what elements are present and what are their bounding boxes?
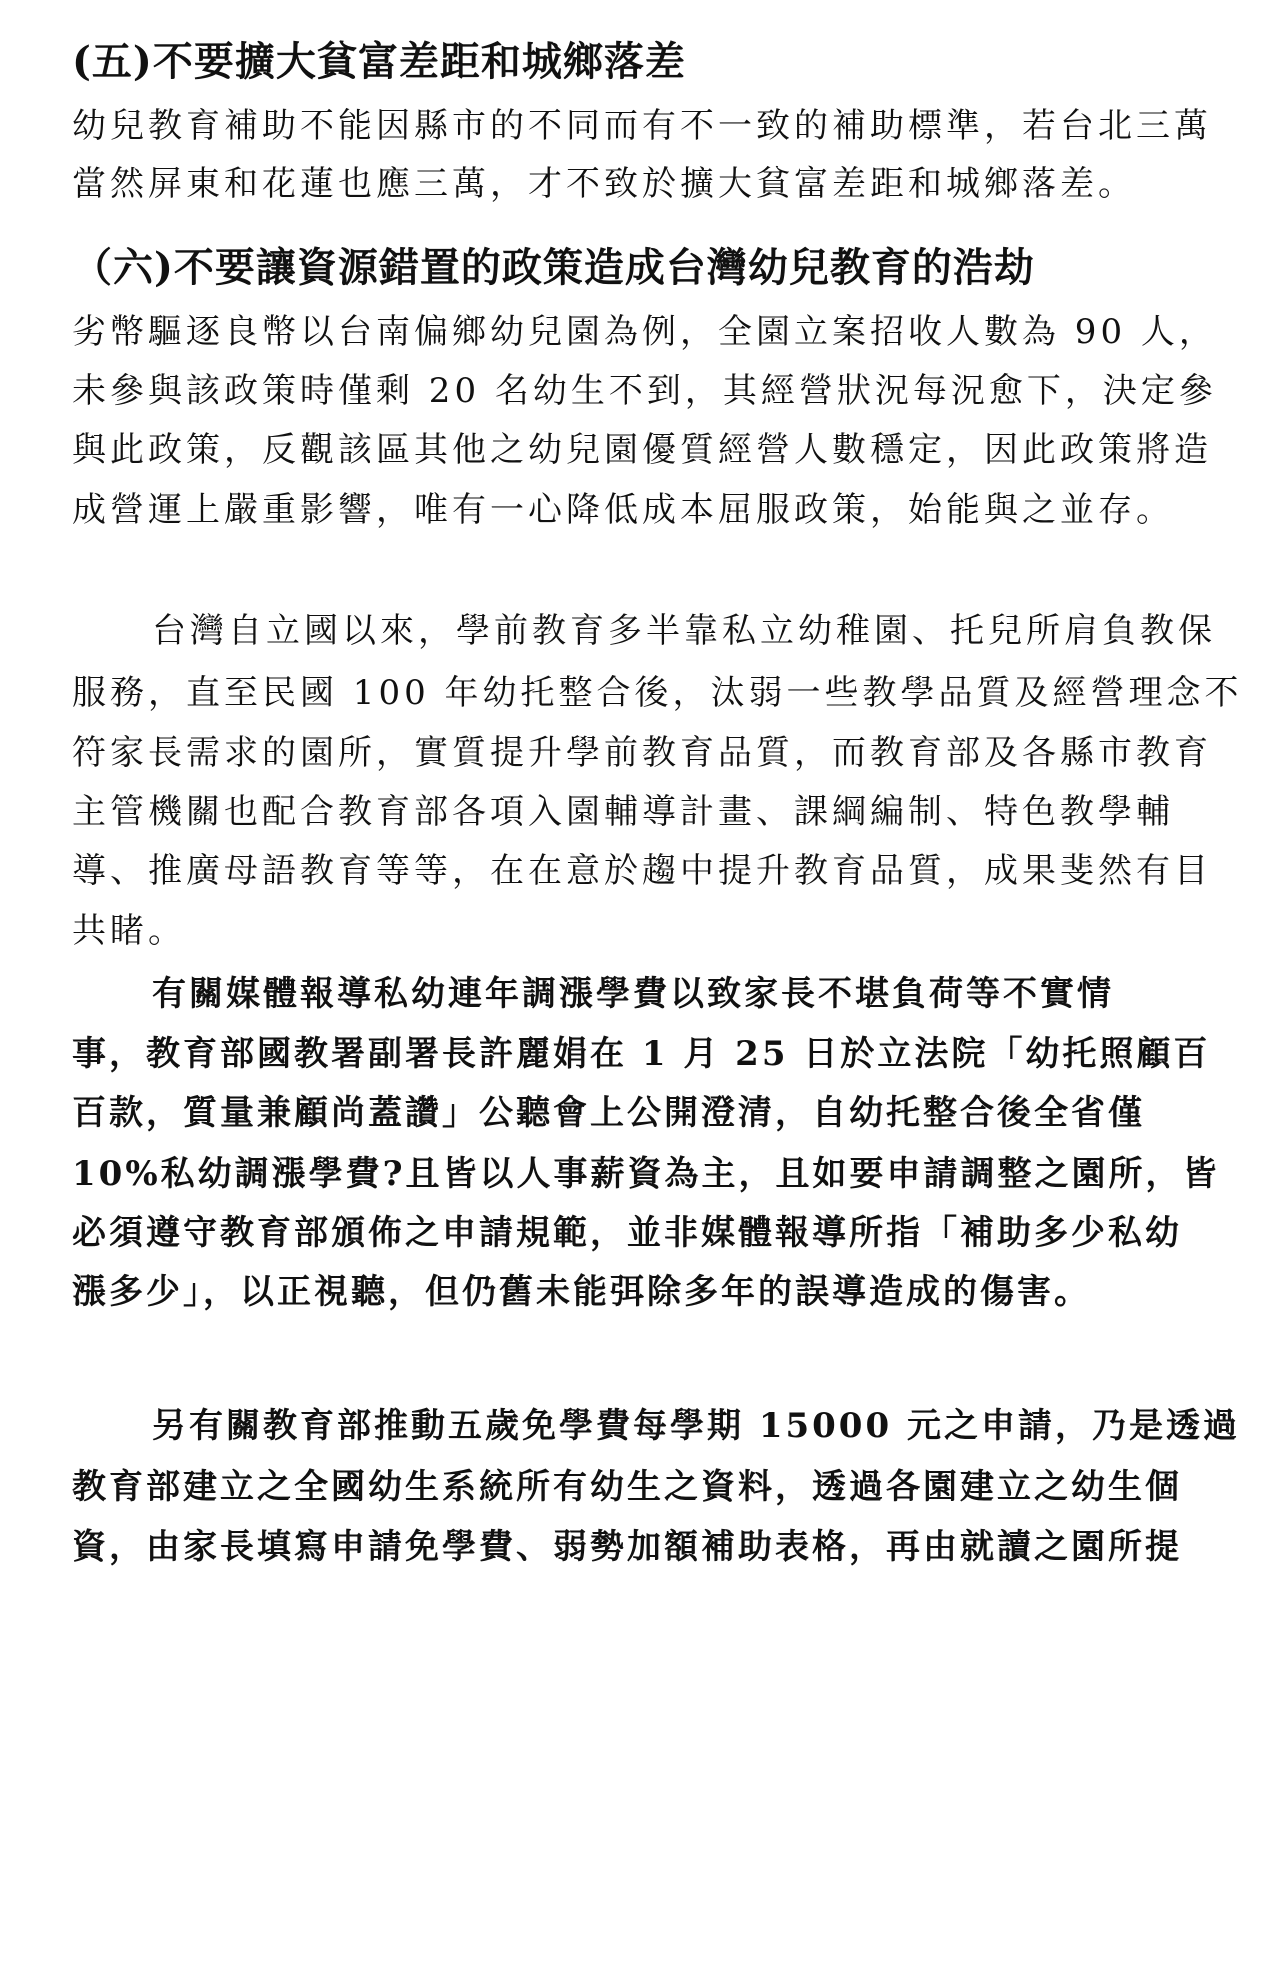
section-6-line-3: 與此政策，反觀該區其他之幼兒園優質經營人數穩定，因此政策將造: [72, 430, 1212, 470]
paragraph-1-line-5: 導、推廣母語教育等等，在在意於趨中提升教育品質，成果斐然有目: [72, 851, 1212, 891]
section-6-line-4: 成營運上嚴重影響，唯有一心降低成本屈服政策，始能與之並存。: [72, 490, 1174, 530]
paragraph-3-line-3: 資，由家長填寫申請免學費、弱勢加額補助表格，再由就讀之園所提: [72, 1527, 1182, 1567]
paragraph-3-line-2: 教育部建立之全國幼生系統所有幼生之資料，透過各園建立之幼生個: [72, 1467, 1182, 1507]
section-6-line-1: 劣幣驅逐良幣以台南偏鄉幼兒園為例，全園立案招收人數為 90 人，: [72, 312, 1217, 352]
paragraph-2-line-5: 必須遵守教育部頒佈之申請規範，並非媒體報導所指「補助多少私幼: [72, 1213, 1182, 1253]
paragraph-1-line-6: 共睹。: [72, 911, 186, 951]
paragraph-1-line-2: 服務，直至民國 100 年幼托整合後，汰弱一些教學品質及經營理念不: [72, 673, 1243, 713]
paragraph-2-line-3: 百款，質量兼顧尚蓋讚」公聽會上公開澄清，自幼托整合後全省僅: [72, 1093, 1145, 1133]
paragraph-3-line-1: 另有關教育部推動五歲免學費每學期 15000 元之申請，乃是透過: [152, 1406, 1240, 1446]
paragraph-2-line-4: 10%私幼調漲學費?且皆以人事薪資為主，且如要申請調整之園所，皆: [72, 1154, 1220, 1194]
paragraph-1-line-4: 主管機關也配合教育部各項入園輔導計畫、課綱編制、特色教學輔: [72, 792, 1174, 832]
paragraph-2-line-2: 事，教育部國教署副署長許麗娟在 1 月 25 日於立法院「幼托照顧百: [72, 1034, 1211, 1074]
section-6-line-2: 未參與該政策時僅剩 20 名幼生不到，其經營狀況每況愈下，決定參: [72, 371, 1217, 411]
paragraph-2-line-1: 有關媒體報導私幼連年調漲學費以致家長不堪負荷等不實情: [152, 974, 1114, 1014]
paragraph-2-line-6: 漲多少」，以正視聽，但仍舊未能弭除多年的誤導造成的傷害。: [72, 1272, 1091, 1312]
section-6-heading: （六)不要讓資源錯置的政策造成台灣幼兒教育的浩劫: [72, 244, 1035, 291]
paragraph-1-line-1: 台灣自立國以來，學前教育多半靠私立幼稚園、托兒所肩負教保: [152, 611, 1216, 651]
section-5-line-2: 當然屏東和花蓮也應三萬，才不致於擴大貧富差距和城鄉落差。: [72, 164, 1136, 204]
section-5-line-1: 幼兒教育補助不能因縣市的不同而有不一致的補助標準，若台北三萬: [72, 106, 1212, 146]
paragraph-1-line-3: 符家長需求的園所，實質提升學前教育品質，而教育部及各縣市教育: [72, 733, 1212, 773]
section-5-heading: (五)不要擴大貧富差距和城鄉落差: [72, 38, 686, 85]
